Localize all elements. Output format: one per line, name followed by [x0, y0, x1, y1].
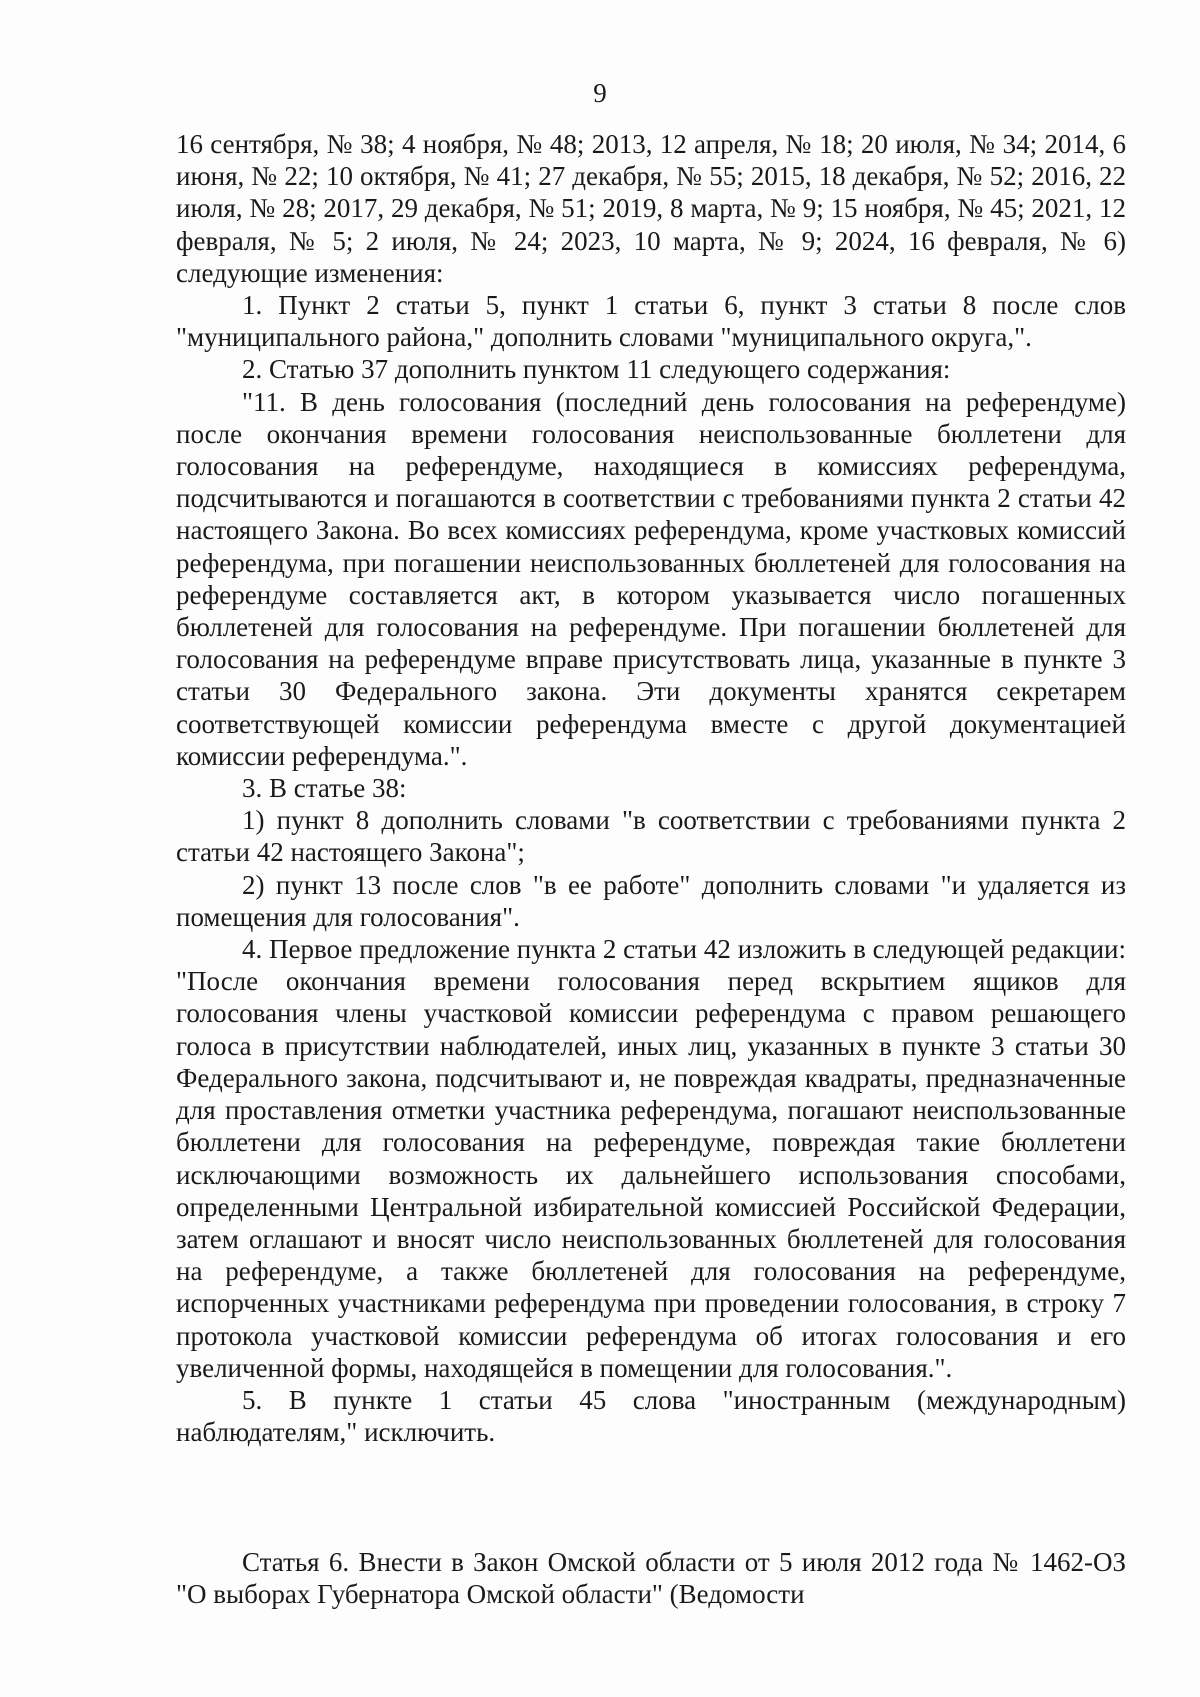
paragraph-amendment-sources: 16 сентября, № 38; 4 ноября, № 48; 2013, 12 апреля, № 18; 20 июля, № 34; 2014, 6 июня, № 22; 10 октября, № 41; 27 декабря, № 55; 2015, 18 декабря, № 52; 2016, 22 июля, № 28; 2017, 29 декабря, № 51; 2019, 8 марта, № 9; 15 ноября, № 45; 2021, 12 февраля, № 5; 2 июля, № 24; 2023, 10 марта, № 9; 2024, 16 февраля, № 6) следующие изменения:: [176, 129, 1126, 288]
paragraph-item-2: 2. Статью 37 дополнить пунктом 11 следующего содержания:: [242, 354, 951, 385]
paragraph-item-5: 5. В пункте 1 статьи 45 слова "иностранным (международным) наблюдателям," исключить.: [176, 1384, 1126, 1448]
paragraph-item-3: 3. В статье 38:: [242, 773, 407, 804]
paragraph-subitem-1: 1) пункт 8 дополнить словами "в соответствии с требованиями пункта 2 статьи 42 настоящего Закона";: [176, 805, 1126, 868]
page-number: 9: [593, 78, 607, 108]
paragraph-item-1: 1. Пункт 2 статьи 5, пункт 1 статьи 6, пункт 3 статьи 8 после слов "муниципального района," дополнить словами "муниципального округа,".: [176, 290, 1126, 353]
article-section: [176, 1546, 1126, 1610]
document-body: [176, 128, 1126, 1448]
paragraph-subitem-2: 2) пункт 13 после слов "в ее работе" дополнить словами "и удаляется из помещения для голосования".: [176, 869, 1126, 932]
paragraph-item-4: 4. Первое предложение пункта 2 статьи 42 изложить в следующей редакции: "После окончания времени голосования перед вскрытием ящиков для голосования члены участковой комиссии референдума с правом решающего голоса в присутствии наблюдателей, иных лиц, указанных в пункте 3 статьи 30 Федерального закона, подсчитывают и, не повреждая квадраты, предназначенные для проставления отметки участника референдума, погашают неиспользованные бюллетени для голосования на референдуме, повреждая такие бюллетени исключающими возможность их дальнейшего использования способами, определенными Центральной избирательной комиссией Российской Федерации, затем оглашают и вносят число неиспользованных бюллетеней для голосования на референдуме, а также бюллетеней для голосования на референдуме, испорченных участниками референдума при проведении голосования, в строку 7 протокола участковой комиссии референдума об итогах голосования и его увеличенной формы, находящейся в помещении для голосования.".: [176, 934, 1126, 1383]
paragraph-point-11: "11. В день голосования (последний день голосования на референдуме) после окончания времени голосования неиспользованные бюллетени для голосования на референдуме, находящиеся в комиссиях референдума, подсчитываются и погашаются в соответствии с требованиями пункта 2 статьи 42 настоящего Закона. Во всех комиссиях референдума, кроме участковых комиссий референдума, при погашении неиспользованных бюллетеней для голосования на референдуме составляется акт, в котором указывается число погашенных бюллетеней для голосования на референдуме. При погашении бюллетеней для голосования на референдуме вправе присутствовать лица, указанные в пункте 3 статьи 30 Федерального закона. Эти документы хранятся секретарем соответствующей комиссии референдума вместе с другой документацией комиссии референдума.".: [176, 386, 1126, 771]
paragraph-article-6: Статья 6. Внести в Закон Омской области от 5 июля 2012 года № 1462-ОЗ "О выборах Губернатора Омской области" (Ведомости: [176, 1547, 1126, 1610]
